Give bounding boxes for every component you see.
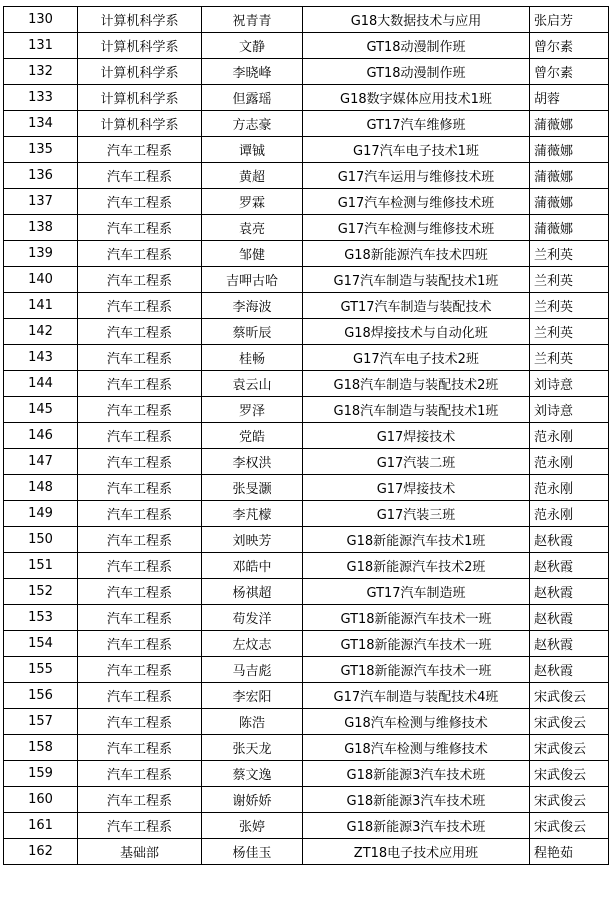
class-name-cell: GT18动漫制作班 bbox=[303, 33, 530, 59]
table-row bbox=[4, 163, 609, 189]
teacher-cell: 蒲薇娜 bbox=[530, 137, 609, 163]
department-cell: 汽车工程系 bbox=[78, 553, 202, 579]
student-name-cell: 罗霖 bbox=[202, 189, 303, 215]
class-name-cell: G18新能源3汽车技术班 bbox=[303, 813, 530, 839]
table-row bbox=[4, 7, 609, 33]
department-cell: 汽车工程系 bbox=[78, 709, 202, 735]
table-row bbox=[4, 241, 609, 267]
table-row bbox=[4, 683, 609, 709]
department-cell: 汽车工程系 bbox=[78, 527, 202, 553]
teacher-cell: 赵秋霞 bbox=[530, 527, 609, 553]
row-number-cell: 162 bbox=[4, 839, 78, 865]
department-cell: 计算机科学系 bbox=[78, 111, 202, 137]
row-number-cell: 146 bbox=[4, 423, 78, 449]
teacher-cell: 赵秋霞 bbox=[530, 605, 609, 631]
table-row bbox=[4, 839, 609, 865]
class-name-cell: G18新能源3汽车技术班 bbox=[303, 787, 530, 813]
department-cell: 汽车工程系 bbox=[78, 813, 202, 839]
row-number-cell: 151 bbox=[4, 553, 78, 579]
teacher-cell: 宋武俊云 bbox=[530, 735, 609, 761]
teacher-cell: 兰利英 bbox=[530, 345, 609, 371]
class-name-cell: G18汽车检测与维修技术 bbox=[303, 735, 530, 761]
class-name-cell: G17汽车电子技术2班 bbox=[303, 345, 530, 371]
department-cell: 汽车工程系 bbox=[78, 735, 202, 761]
student-name-cell: 李宏阳 bbox=[202, 683, 303, 709]
table-row bbox=[4, 111, 609, 137]
student-name-cell: 马吉彪 bbox=[202, 657, 303, 683]
row-number-cell: 134 bbox=[4, 111, 78, 137]
class-name-cell: G18汽车制造与装配技术1班 bbox=[303, 397, 530, 423]
student-name-cell: 袁云山 bbox=[202, 371, 303, 397]
table-row bbox=[4, 475, 609, 501]
table-row bbox=[4, 345, 609, 371]
class-name-cell: G17汽车电子技术1班 bbox=[303, 137, 530, 163]
student-name-cell: 蔡文逸 bbox=[202, 761, 303, 787]
table-row bbox=[4, 267, 609, 293]
table-row bbox=[4, 293, 609, 319]
row-number-cell: 150 bbox=[4, 527, 78, 553]
department-cell: 计算机科学系 bbox=[78, 85, 202, 111]
row-number-cell: 155 bbox=[4, 657, 78, 683]
table-row bbox=[4, 319, 609, 345]
table-row bbox=[4, 553, 609, 579]
table-row bbox=[4, 631, 609, 657]
department-cell: 汽车工程系 bbox=[78, 475, 202, 501]
class-name-cell: G17汽车检测与维修技术班 bbox=[303, 189, 530, 215]
student-name-cell: 桂畅 bbox=[202, 345, 303, 371]
department-cell: 计算机科学系 bbox=[78, 7, 202, 33]
department-cell: 汽车工程系 bbox=[78, 241, 202, 267]
row-number-cell: 135 bbox=[4, 137, 78, 163]
class-name-cell: G18汽车制造与装配技术2班 bbox=[303, 371, 530, 397]
student-name-cell: 文静 bbox=[202, 33, 303, 59]
teacher-cell: 赵秋霞 bbox=[530, 631, 609, 657]
row-number-cell: 141 bbox=[4, 293, 78, 319]
table-row bbox=[4, 735, 609, 761]
class-name-cell: G18新能源汽车技术四班 bbox=[303, 241, 530, 267]
student-name-cell: 李晓峰 bbox=[202, 59, 303, 85]
roster-table-body bbox=[4, 7, 609, 865]
department-cell: 汽车工程系 bbox=[78, 657, 202, 683]
table-row bbox=[4, 85, 609, 111]
student-name-cell: 党皓 bbox=[202, 423, 303, 449]
student-name-cell: 李海波 bbox=[202, 293, 303, 319]
row-number-cell: 139 bbox=[4, 241, 78, 267]
student-name-cell: 张婷 bbox=[202, 813, 303, 839]
class-name-cell: G18大数据技术与应用 bbox=[303, 7, 530, 33]
row-number-cell: 132 bbox=[4, 59, 78, 85]
student-name-cell: 袁亮 bbox=[202, 215, 303, 241]
teacher-cell: 张启芳 bbox=[530, 7, 609, 33]
table-row bbox=[4, 397, 609, 423]
row-number-cell: 158 bbox=[4, 735, 78, 761]
class-name-cell: G18汽车检测与维修技术 bbox=[303, 709, 530, 735]
class-name-cell: G17焊接技术 bbox=[303, 423, 530, 449]
student-name-cell: 杨佳玉 bbox=[202, 839, 303, 865]
teacher-cell: 蒲薇娜 bbox=[530, 111, 609, 137]
department-cell: 计算机科学系 bbox=[78, 33, 202, 59]
teacher-cell: 兰利英 bbox=[530, 241, 609, 267]
row-number-cell: 143 bbox=[4, 345, 78, 371]
table-row bbox=[4, 657, 609, 683]
teacher-cell: 曾尔素 bbox=[530, 33, 609, 59]
row-number-cell: 138 bbox=[4, 215, 78, 241]
teacher-cell: 宋武俊云 bbox=[530, 813, 609, 839]
student-name-cell: 祝青青 bbox=[202, 7, 303, 33]
teacher-cell: 曾尔素 bbox=[530, 59, 609, 85]
class-name-cell: GT17汽车制造班 bbox=[303, 579, 530, 605]
table-row bbox=[4, 709, 609, 735]
student-name-cell: 邹健 bbox=[202, 241, 303, 267]
teacher-cell: 宋武俊云 bbox=[530, 683, 609, 709]
teacher-cell: 刘诗意 bbox=[530, 397, 609, 423]
class-name-cell: GT17汽车维修班 bbox=[303, 111, 530, 137]
table-row bbox=[4, 605, 609, 631]
class-name-cell: GT18动漫制作班 bbox=[303, 59, 530, 85]
class-name-cell: G18新能源汽车技术1班 bbox=[303, 527, 530, 553]
teacher-cell: 蒲薇娜 bbox=[530, 189, 609, 215]
row-number-cell: 142 bbox=[4, 319, 78, 345]
teacher-cell: 赵秋霞 bbox=[530, 553, 609, 579]
teacher-cell: 赵秋霞 bbox=[530, 657, 609, 683]
roster-sheet bbox=[3, 6, 609, 865]
department-cell: 汽车工程系 bbox=[78, 579, 202, 605]
row-number-cell: 131 bbox=[4, 33, 78, 59]
department-cell: 汽车工程系 bbox=[78, 267, 202, 293]
class-name-cell: G17焊接技术 bbox=[303, 475, 530, 501]
student-name-cell: 李权洪 bbox=[202, 449, 303, 475]
teacher-cell: 胡蓉 bbox=[530, 85, 609, 111]
teacher-cell: 赵秋霞 bbox=[530, 579, 609, 605]
department-cell: 汽车工程系 bbox=[78, 189, 202, 215]
class-name-cell: G18数字媒体应用技术1班 bbox=[303, 85, 530, 111]
department-cell: 汽车工程系 bbox=[78, 163, 202, 189]
teacher-cell: 范永刚 bbox=[530, 501, 609, 527]
row-number-cell: 159 bbox=[4, 761, 78, 787]
row-number-cell: 161 bbox=[4, 813, 78, 839]
student-name-cell: 方志豪 bbox=[202, 111, 303, 137]
row-number-cell: 148 bbox=[4, 475, 78, 501]
table-row bbox=[4, 215, 609, 241]
class-name-cell: G18新能源汽车技术2班 bbox=[303, 553, 530, 579]
table-row bbox=[4, 761, 609, 787]
roster-table bbox=[3, 6, 609, 865]
teacher-cell: 范永刚 bbox=[530, 475, 609, 501]
table-row bbox=[4, 501, 609, 527]
teacher-cell: 宋武俊云 bbox=[530, 761, 609, 787]
student-name-cell: 邓皓中 bbox=[202, 553, 303, 579]
row-number-cell: 149 bbox=[4, 501, 78, 527]
row-number-cell: 133 bbox=[4, 85, 78, 111]
row-number-cell: 137 bbox=[4, 189, 78, 215]
department-cell: 基础部 bbox=[78, 839, 202, 865]
table-row bbox=[4, 137, 609, 163]
student-name-cell: 李芃檬 bbox=[202, 501, 303, 527]
student-name-cell: 罗泽 bbox=[202, 397, 303, 423]
student-name-cell: 苟发洋 bbox=[202, 605, 303, 631]
class-name-cell: GT17汽车制造与装配技术 bbox=[303, 293, 530, 319]
teacher-cell: 蒲薇娜 bbox=[530, 163, 609, 189]
department-cell: 汽车工程系 bbox=[78, 345, 202, 371]
department-cell: 汽车工程系 bbox=[78, 293, 202, 319]
class-name-cell: G17汽装二班 bbox=[303, 449, 530, 475]
table-row bbox=[4, 787, 609, 813]
class-name-cell: G18焊接技术与自动化班 bbox=[303, 319, 530, 345]
department-cell: 汽车工程系 bbox=[78, 423, 202, 449]
student-name-cell: 陈浩 bbox=[202, 709, 303, 735]
department-cell: 汽车工程系 bbox=[78, 319, 202, 345]
department-cell: 汽车工程系 bbox=[78, 761, 202, 787]
student-name-cell: 张旻灏 bbox=[202, 475, 303, 501]
class-name-cell: ZT18电子技术应用班 bbox=[303, 839, 530, 865]
table-row bbox=[4, 423, 609, 449]
row-number-cell: 153 bbox=[4, 605, 78, 631]
row-number-cell: 145 bbox=[4, 397, 78, 423]
teacher-cell: 宋武俊云 bbox=[530, 709, 609, 735]
table-row bbox=[4, 371, 609, 397]
teacher-cell: 宋武俊云 bbox=[530, 787, 609, 813]
class-name-cell: G17汽车制造与装配技术1班 bbox=[303, 267, 530, 293]
teacher-cell: 兰利英 bbox=[530, 293, 609, 319]
class-name-cell: G17汽装三班 bbox=[303, 501, 530, 527]
class-name-cell: G17汽车检测与维修技术班 bbox=[303, 215, 530, 241]
teacher-cell: 范永刚 bbox=[530, 449, 609, 475]
row-number-cell: 144 bbox=[4, 371, 78, 397]
table-row bbox=[4, 579, 609, 605]
table-row bbox=[4, 33, 609, 59]
teacher-cell: 范永刚 bbox=[530, 423, 609, 449]
department-cell: 汽车工程系 bbox=[78, 683, 202, 709]
department-cell: 汽车工程系 bbox=[78, 215, 202, 241]
table-row bbox=[4, 813, 609, 839]
student-name-cell: 张天龙 bbox=[202, 735, 303, 761]
student-name-cell: 但露瑶 bbox=[202, 85, 303, 111]
teacher-cell: 兰利英 bbox=[530, 267, 609, 293]
student-name-cell: 刘映芳 bbox=[202, 527, 303, 553]
teacher-cell: 兰利英 bbox=[530, 319, 609, 345]
student-name-cell: 蔡昕辰 bbox=[202, 319, 303, 345]
department-cell: 汽车工程系 bbox=[78, 501, 202, 527]
row-number-cell: 140 bbox=[4, 267, 78, 293]
class-name-cell: G17汽车制造与装配技术4班 bbox=[303, 683, 530, 709]
department-cell: 汽车工程系 bbox=[78, 371, 202, 397]
class-name-cell: G18新能源3汽车技术班 bbox=[303, 761, 530, 787]
teacher-cell: 刘诗意 bbox=[530, 371, 609, 397]
class-name-cell: GT18新能源汽车技术一班 bbox=[303, 631, 530, 657]
department-cell: 汽车工程系 bbox=[78, 631, 202, 657]
class-name-cell: GT18新能源汽车技术一班 bbox=[303, 657, 530, 683]
department-cell: 汽车工程系 bbox=[78, 605, 202, 631]
teacher-cell: 程艳茹 bbox=[530, 839, 609, 865]
row-number-cell: 130 bbox=[4, 7, 78, 33]
table-row bbox=[4, 527, 609, 553]
student-name-cell: 黄超 bbox=[202, 163, 303, 189]
student-name-cell: 杨祺超 bbox=[202, 579, 303, 605]
class-name-cell: GT18新能源汽车技术一班 bbox=[303, 605, 530, 631]
teacher-cell: 蒲薇娜 bbox=[530, 215, 609, 241]
department-cell: 汽车工程系 bbox=[78, 787, 202, 813]
row-number-cell: 160 bbox=[4, 787, 78, 813]
row-number-cell: 152 bbox=[4, 579, 78, 605]
row-number-cell: 157 bbox=[4, 709, 78, 735]
department-cell: 汽车工程系 bbox=[78, 397, 202, 423]
department-cell: 计算机科学系 bbox=[78, 59, 202, 85]
row-number-cell: 136 bbox=[4, 163, 78, 189]
student-name-cell: 谭铖 bbox=[202, 137, 303, 163]
table-row bbox=[4, 449, 609, 475]
row-number-cell: 156 bbox=[4, 683, 78, 709]
row-number-cell: 147 bbox=[4, 449, 78, 475]
table-row bbox=[4, 59, 609, 85]
class-name-cell: G17汽车运用与维修技术班 bbox=[303, 163, 530, 189]
student-name-cell: 谢娇娇 bbox=[202, 787, 303, 813]
department-cell: 汽车工程系 bbox=[78, 449, 202, 475]
student-name-cell: 左炆志 bbox=[202, 631, 303, 657]
row-number-cell: 154 bbox=[4, 631, 78, 657]
student-name-cell: 吉呷古哈 bbox=[202, 267, 303, 293]
table-row bbox=[4, 189, 609, 215]
department-cell: 汽车工程系 bbox=[78, 137, 202, 163]
